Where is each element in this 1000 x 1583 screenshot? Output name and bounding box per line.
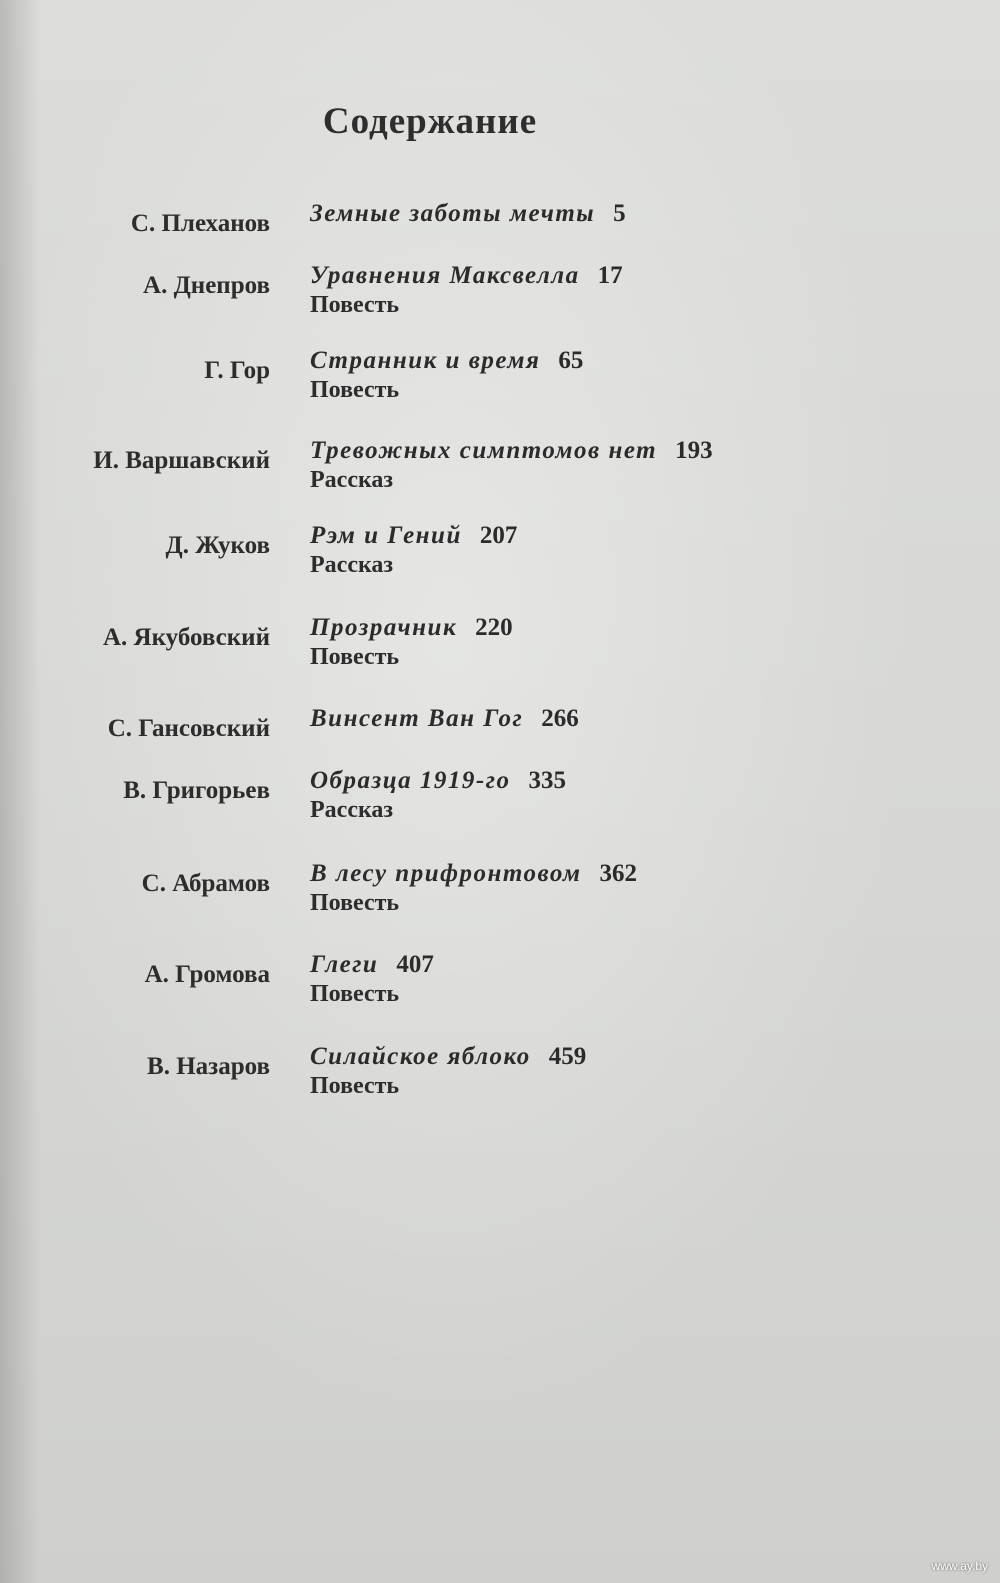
entry-title: Силайское яблоко bbox=[310, 1043, 531, 1070]
toc-entry bbox=[0, 860, 1000, 940]
toc-entry bbox=[0, 522, 1000, 602]
entry-genre: Повесть bbox=[310, 1073, 400, 1099]
entry-page-number: 17 bbox=[597, 262, 623, 289]
entry-genre: Рассказ bbox=[310, 552, 394, 578]
entry-title: Винсент Ван Гог bbox=[310, 705, 524, 732]
entry-title: Глеги bbox=[310, 951, 379, 978]
entry-author: Д. Жуков bbox=[165, 532, 270, 559]
entry-genre: Повесть bbox=[310, 377, 400, 403]
toc-entry bbox=[0, 767, 1000, 847]
entry-title: Образца 1919-го bbox=[310, 767, 511, 794]
entry-genre: Рассказ bbox=[310, 797, 394, 823]
entry-work bbox=[310, 347, 583, 404]
entry-author: С. Гансовский bbox=[107, 715, 270, 742]
entry-title: Странник и время bbox=[310, 347, 541, 374]
entry-page-number: 362 bbox=[599, 860, 638, 887]
entry-title: Прозрачник bbox=[310, 614, 458, 641]
entry-work bbox=[310, 1043, 586, 1100]
toc-entry bbox=[0, 614, 1000, 694]
entry-work bbox=[310, 437, 713, 494]
entry-page-number: 193 bbox=[675, 437, 713, 464]
entry-genre: Повесть bbox=[310, 890, 400, 916]
entry-title: Уравнения Максвелла bbox=[310, 262, 580, 289]
entry-author: А. Громова bbox=[144, 961, 270, 988]
entry-page-number: 207 bbox=[479, 522, 518, 549]
toc-entry bbox=[0, 1043, 1000, 1123]
entry-work bbox=[310, 705, 579, 735]
entry-page-number: 220 bbox=[475, 614, 513, 641]
entry-author: И. Варшавский bbox=[93, 447, 270, 474]
entry-work bbox=[310, 951, 434, 1008]
entry-page-number: 65 bbox=[558, 347, 584, 374]
entry-title: Тревожных симптомов нет bbox=[310, 437, 658, 464]
entry-author: А. Якубовский bbox=[103, 624, 270, 651]
entry-author: В. Назаров bbox=[147, 1053, 270, 1080]
entry-page-number: 459 bbox=[548, 1043, 587, 1070]
entry-page-number: 266 bbox=[541, 705, 579, 732]
entry-title: Рэм и Гений bbox=[310, 522, 462, 549]
site-watermark: www.ay.by bbox=[931, 1559, 988, 1573]
entry-genre: Повесть bbox=[310, 644, 400, 670]
entry-author: В. Григорьев bbox=[123, 777, 270, 804]
toc-entry bbox=[0, 347, 1000, 427]
entry-author: С. Абрамов bbox=[141, 870, 270, 897]
entry-work bbox=[310, 767, 566, 824]
toc-entry bbox=[0, 437, 1000, 517]
entry-work bbox=[310, 262, 623, 319]
entry-page-number: 5 bbox=[613, 200, 626, 227]
entry-author: Г. Гор bbox=[204, 357, 270, 384]
toc-entry bbox=[0, 262, 1000, 342]
entry-author: С. Плеханов bbox=[130, 210, 270, 237]
entry-work bbox=[310, 614, 513, 671]
entry-work bbox=[310, 200, 626, 230]
entry-page-number: 335 bbox=[528, 767, 566, 794]
entry-genre: Повесть bbox=[310, 292, 400, 318]
entry-work bbox=[310, 860, 637, 917]
entry-work bbox=[310, 522, 517, 579]
entry-author: А. Днепров bbox=[143, 272, 270, 299]
entry-genre: Повесть bbox=[310, 981, 400, 1007]
entry-title: В лесу прифронтовом bbox=[310, 860, 582, 887]
entry-title: Земные заботы мечты bbox=[310, 200, 596, 227]
page-title: Содержание bbox=[322, 101, 538, 142]
toc-entry bbox=[0, 951, 1000, 1031]
entry-genre: Рассказ bbox=[310, 467, 394, 493]
entry-page-number: 407 bbox=[396, 951, 434, 978]
